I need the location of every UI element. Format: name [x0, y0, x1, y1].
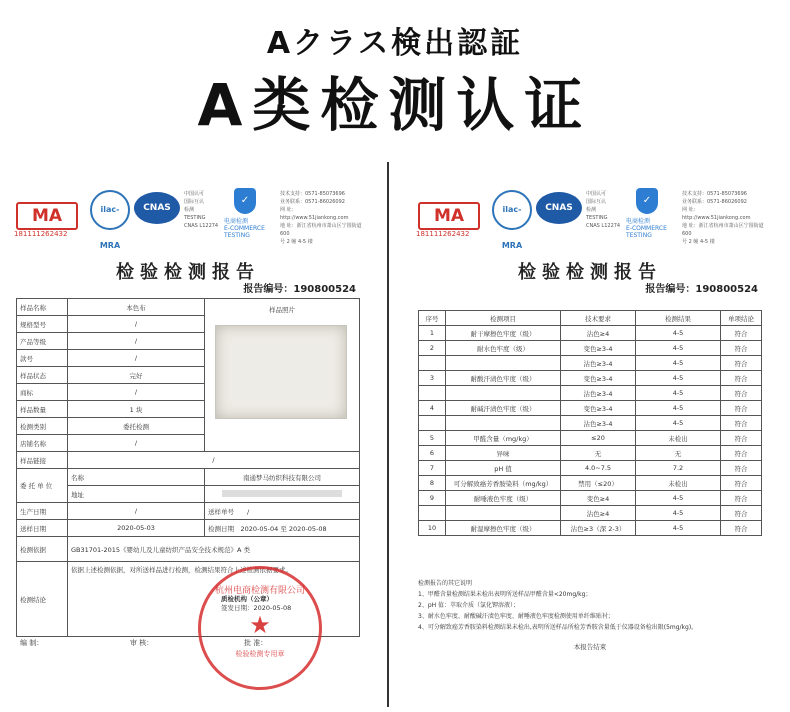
contact-info: 技术支持：0571-85073696 业务联系：0571-86026092 网 址：http://www.51jiankong.com 地 址：浙江省杭州市萧山区宁围街道 600 号 2 幢 4-5 楼: [280, 191, 362, 245]
table-row: 3 耐酸汗渍色牢度（级） 变色≥3-4 4-5 符合: [419, 371, 762, 386]
shield-check-icon: ✓: [234, 188, 256, 214]
table-row: 1 耐干摩擦色牢度（级） 沾色≥4 4-5 符合: [419, 326, 762, 341]
ilac-logo: ilac-MRA: [492, 190, 532, 230]
table-row: 沾色≥4 4-5 符合: [419, 506, 762, 521]
report-number: 报告编号：190800524: [243, 284, 356, 295]
table-row: 5 甲醛含量（mg/kg） ≤20 未检出 符合: [419, 431, 762, 446]
cnas-text: 中国认可 国际互认 检测 TESTING CNAS L12274: [184, 191, 219, 229]
cnas-logo: CNAS: [134, 192, 180, 224]
results-table: 序号 检测项目 技术要求 检测结果 单项结论 1 耐干摩擦色牢度（级） 沾色≥4 4-5 符合 2 耐水色牢度（级） 变色≥3-4 4-5 符合 沾色≥3-4 4-5 符合 3 耐酸汗渍色牢度（级） 变色≥3-4 4-5 符合 沾色≥3-4 4-5 符合 4 耐碱汗渍色牢度（级） 变色≥3-4 4-5 符合 沾色≥3-4 4-5 符合 5 甲醛含量（mg/kg） ≤20 未检出 符合 6 异味 无 无 符合 7 pH 值 4.0~7.5 7.2 符合 8 可分解致癌芳香胺染料（mg/kg） 禁用（≤20） 未检出 符合 9 耐唾液色牢度（级） 变色≥4 4-5 符合 沾色≥4 4-5 符合 10 耐湿摩擦色牢度（级） 沾色≥3（深 2-3） 4-5 符合: [418, 310, 762, 536]
table-row: 沾色≥3-4 4-5 符合: [419, 416, 762, 431]
center-divider: [387, 162, 389, 707]
red-seal-stamp: 杭州电商检测有限公司 ★ 检验检测专用章: [198, 566, 322, 690]
table-row: 8 可分解致癌芳香胺染料（mg/kg） 禁用（≤20） 未检出 符合: [419, 476, 762, 491]
table-row: 2 耐水色牢度（级） 变色≥3-4 4-5 符合: [419, 341, 762, 356]
ilac-logo: ilac-MRA: [90, 190, 130, 230]
title-chinese: A类检测认证: [197, 71, 593, 139]
report-page-right: [414, 180, 766, 650]
report-notes: 检测报告的其它说明 1、甲醛含量检测结果未检出表明所送样品甲醛含量<20mg/kg； 2、pH 值：萃取介质（氯化钾溶液）； 3、耐水色牢度、耐酸碱汗渍色牢度、耐唾液色牢度检测使用单纤维贴衬； 4、可分解致癌芳香胺染料检测结果未检出,表明所送样品所检芳香胺含量低于仪器设备检出限(5mg/kg)。: [418, 580, 698, 631]
sig-approver: 批 准：: [244, 639, 268, 647]
cma-number: 181111262432: [416, 230, 470, 238]
table-row: 9 耐唾液色牢度（级） 变色≥4 4-5 符合: [419, 491, 762, 506]
sample-info-table: 样品名称 本色布 样品照片 规格型号 / 产品等级 / 款号 / 样品状态 完好 商标 / 样品数量 1 块 检测类别 委托检测 店铺名称 / 样品链接 / 委 托 单 位 名称 南通梦马纺织科技有限公司 地址 生产日期 / 送样单号 / 送样日期 2020-05-03 检测日期 2020-05-04 至 2020-05-08 检测依据 GB31701-2015《婴幼儿及儿童纺织产品安全技术规范》A 类 检测结论 依据上述检测依据，对所送样品进行检测，检测结果符合上述检测依据要求。 质检机构（公章） 签发日期：2020-05-08: [16, 298, 360, 637]
sig-editor: 编 制：: [20, 639, 44, 647]
contact-info: 技术支持：0571-85073696 业务联系：0571-86026092 网 址：http://www.51jiankong.com 地 址：浙江省杭州市萧山区宁围街道 600 号 2 幢 4-5 楼: [682, 191, 764, 245]
cnas-text: 中国认可 国际互认 检测 TESTING CNAS L12274: [586, 191, 621, 229]
cma-logo: MA: [418, 202, 480, 230]
fabric-photo: [215, 325, 347, 419]
logo-bar: [414, 180, 766, 250]
table-row: 6 异味 无 无 符合: [419, 446, 762, 461]
title-japanese: Aクラス検出認証: [266, 26, 524, 61]
cma-logo: MA: [16, 202, 78, 230]
ecom-label: 电商检测 E-COMMERCE TESTING: [224, 218, 265, 239]
ecom-label: 电商检测 E-COMMERCE TESTING: [626, 218, 667, 239]
logo-bar: [12, 180, 364, 250]
report-end: 本报告结束: [573, 643, 607, 651]
shield-check-icon: ✓: [636, 188, 658, 214]
cma-number: 181111262432: [14, 230, 68, 238]
table-row: 沾色≥3-4 4-5 符合: [419, 356, 762, 371]
table-row: 10 耐湿摩擦色牢度（级） 沾色≥3（深 2-3） 4-5 符合: [419, 521, 762, 536]
table-row: 4 耐碱汗渍色牢度（级） 变色≥3-4 4-5 符合: [419, 401, 762, 416]
table-row: 沾色≥3-4 4-5 符合: [419, 386, 762, 401]
report-number: 报告编号：190800524: [645, 284, 758, 295]
cnas-logo: CNAS: [536, 192, 582, 224]
table-row: 7 pH 值 4.0~7.5 7.2 符合: [419, 461, 762, 476]
sample-photo-cell: 样品照片: [205, 299, 360, 452]
report-title: 检验检测报告: [518, 262, 662, 283]
sig-reviewer: 审 核：: [130, 639, 154, 647]
report-title: 检验检测报告: [116, 262, 260, 283]
report-page-left: [12, 180, 364, 658]
